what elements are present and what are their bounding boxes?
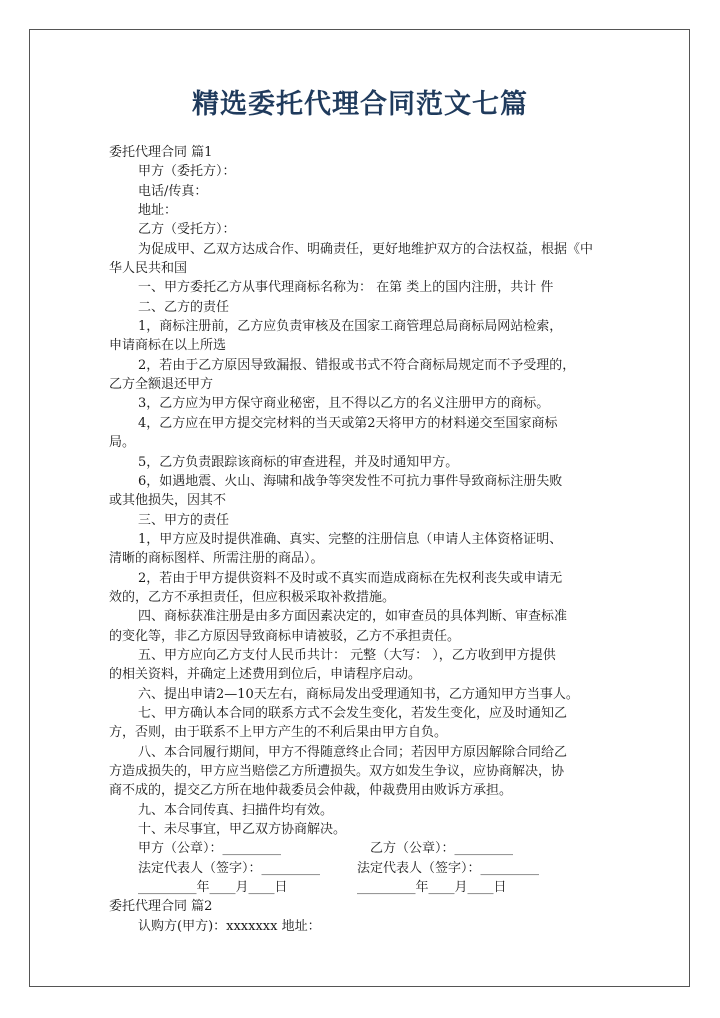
party-a-date-field: _________年____月____日 — [138, 880, 288, 896]
party-b-seal-field: 乙方（公章）：_________ — [370, 841, 514, 857]
phone-fax-label: 电话/传真： — [138, 183, 208, 199]
clause-line: 乙方全额退还甲方 — [109, 377, 214, 393]
clause-line: 局。 — [109, 435, 136, 451]
clause-line: 1，商标注册前，乙方应负责审核及在国家工商管理总局商标局网站检索， — [138, 319, 563, 335]
clause-line: 方，否则，由于联系不上甲方产生的不利后果由甲方自负。 — [109, 725, 448, 741]
signature-row-date — [109, 878, 617, 897]
clause-line: 3，乙方应为甲方保守商业秘密，且不得以乙方的名义注册甲方的商标。 — [138, 396, 550, 412]
clause-line: 2，若由于乙方原因导致漏报、错报或书式不符合商标局规定而不予受理的， — [138, 357, 576, 373]
document-title: 精选委托代理合同范文七篇 — [192, 89, 528, 120]
party-b-label: 乙方（受托方）： — [138, 222, 236, 238]
clause-line: 六、提出申请2—10天左右，商标局发出受理通知书，乙方通知甲方当事人。 — [138, 686, 579, 702]
clause-line: 4，乙方应在甲方提交完材料的当天或第2天将甲方的材料递交至国家商标 — [138, 415, 558, 431]
clause-line: 的相关资料，并确定上述费用到位后，申请程序启动。 — [109, 667, 422, 683]
clause-line: 5，乙方负责跟踪该商标的审查进程，并及时通知甲方。 — [138, 454, 459, 470]
paragraph-line: 为促成甲、乙双方达成合作、明确责任，更好地维护双方的合法权益，根据《中 — [138, 241, 594, 257]
clause-line: 清晰的商标图样、所需注册的商品）。 — [109, 551, 324, 567]
party-b-representative-field: 法定代表人（签字）：_________ — [357, 860, 540, 876]
clause-line: 效的，乙方不承担责任，但应积极采取补救措施。 — [109, 589, 396, 605]
clause-line: 的变化等，非乙方原因导致商标申请被驳，乙方不承担责任。 — [109, 628, 461, 644]
clause-line: 七、甲方确认本合同的联系方式不会发生变化，若发生变化，应及时通知乙 — [138, 705, 568, 721]
clause-line: 申请商标在以上所选 — [109, 338, 227, 354]
signature-row-seal — [109, 839, 617, 858]
party-a-representative-field: 法定代表人（签字）：_________ — [138, 860, 321, 876]
clause-line: 方造成损失的，甲方应当赔偿乙方所遭损失。双方如发生争议，应协商解决，协 — [109, 764, 565, 779]
signature-row-representative — [109, 859, 617, 878]
purchaser-line: 认购方(甲方)：xxxxxxx 地址： — [138, 918, 321, 934]
clause-line: 2，若由于甲方提供资料不及时或不真实而造成商标在先权利丧失或申请无 — [138, 570, 563, 586]
clause-heading: 二、乙方的责任 — [138, 299, 230, 315]
clause-line: 商不成的，提交乙方所在地仲裁委员会仲裁，仲裁费用由败诉方承担。 — [109, 783, 513, 799]
paragraph-line: 华人民共和国 — [109, 261, 188, 277]
party-b-date-field: _________年____月____日 — [357, 880, 507, 896]
clause-line: 1，甲方应及时提供准确、真实、完整的注册信息（申请人主体资格证明、 — [138, 531, 563, 547]
clause-line: 十、未尽事宜，甲乙双方协商解决。 — [138, 822, 347, 838]
address-label: 地址： — [138, 203, 178, 219]
party-a-label: 甲方（委托方）： — [138, 164, 236, 180]
document-body — [109, 143, 617, 936]
clause-line: 一、甲方委托乙方从事代理商标名称为： 在第 类上的国内注册，共计 件 — [138, 280, 554, 296]
clause-line: 九、本合同传真、扫描件均有效。 — [138, 802, 334, 818]
clause-line: 6，如遇地震、火山、海啸和战争等突发性不可抗力事件导致商标注册失败 — [138, 473, 563, 489]
clause-line: 四、商标获准注册是由多方面因素决定的，如审查员的具体判断、审查标准 — [138, 609, 568, 625]
section-heading-2: 委托代理合同 篇2 — [109, 899, 213, 915]
section-heading: 委托代理合同 篇1 — [109, 145, 213, 160]
clause-heading: 三、甲方的责任 — [138, 512, 230, 528]
clause-line: 五、甲方应向乙方支付人民币共计： 元整（大写： ），乙方收到甲方提供 — [138, 647, 556, 663]
party-a-seal-field: 甲方（公章）：_________ — [138, 841, 282, 857]
clause-line: 八、本合同履行期间，甲方不得随意终止合同；若因甲方原因解除合同给乙 — [138, 744, 568, 760]
clause-line: 或其他损失，因其不 — [109, 493, 227, 509]
